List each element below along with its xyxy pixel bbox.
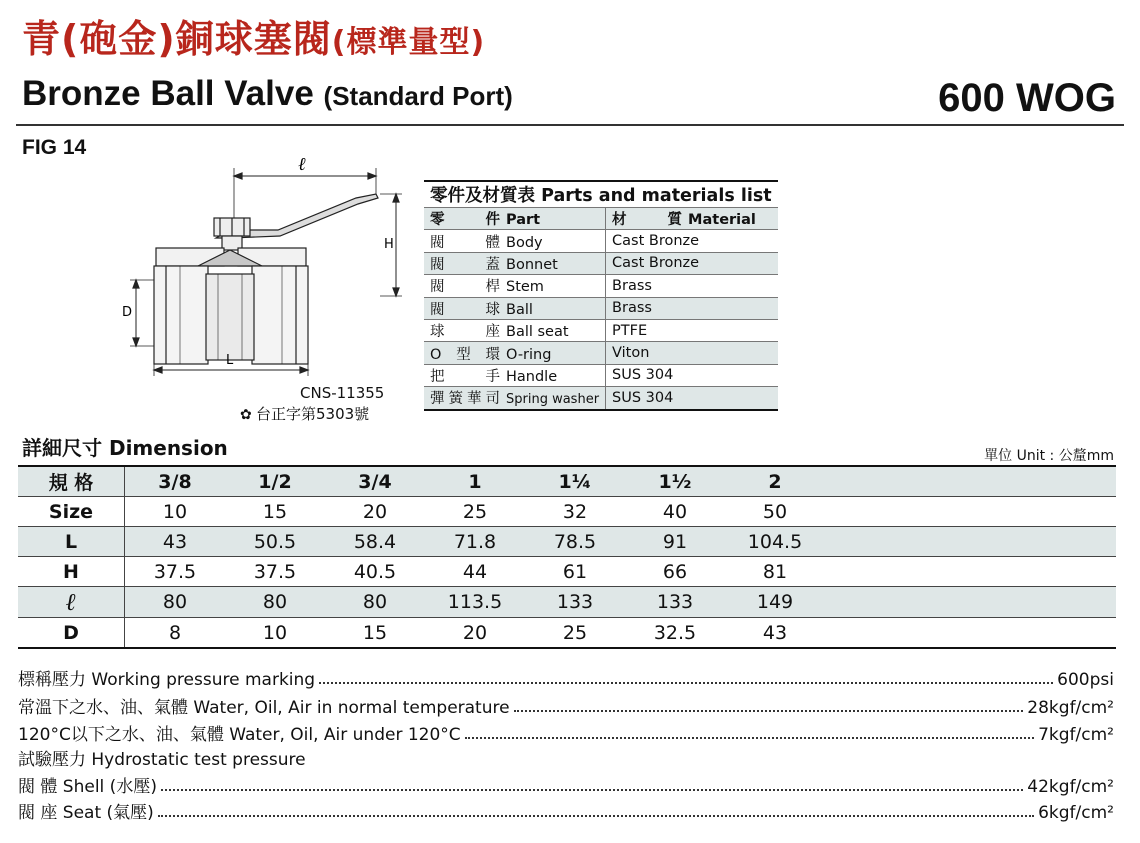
title-en-sub: (Standard Port) [323, 81, 513, 111]
part-name-zh: 閥桿 [430, 279, 500, 296]
dimension-row-spacer [825, 587, 1116, 618]
part-name-en: Ball [506, 301, 533, 318]
pressure-spec-label: 120°C以下之水、油、氣體 Water, Oil, Air under 120°C [18, 725, 461, 745]
dimension-row-spacer [825, 527, 1116, 557]
pressure-spec-value: 42kgf/cm² [1027, 777, 1114, 797]
title-zh-sub: (標準量型) [331, 25, 486, 60]
parts-row [424, 252, 778, 274]
dimension-cell: 20 [425, 618, 525, 649]
parts-row [424, 319, 778, 341]
valve-drawing [118, 150, 408, 380]
part-name-en: Body [506, 234, 543, 251]
pressure-spec-line [18, 719, 1114, 745]
certification-mark-icon: ✿ [240, 407, 252, 423]
dimension-row [18, 527, 1116, 557]
dimension-cell: 1 [425, 466, 525, 497]
title-zh-main: 青(砲金)銅球塞閥 [22, 17, 332, 61]
pressure-spec-value: 28kgf/cm² [1027, 698, 1114, 718]
pressure-spec-value: 600psi [1057, 670, 1114, 690]
dimension-cell: 32 [525, 497, 625, 527]
registration-number [240, 403, 369, 424]
dimension-row-label: ℓ [18, 587, 125, 618]
dimension-cell: 91 [625, 527, 725, 557]
page-title-en [22, 74, 513, 114]
dimension-cell: 61 [525, 557, 625, 587]
label-height: H [384, 237, 394, 252]
label-diameter: D [122, 305, 133, 320]
part-name-en: Spring washer [506, 392, 600, 408]
dimension-cell: 80 [125, 587, 226, 618]
dimension-cell: 66 [625, 557, 725, 587]
dimension-cell: 71.8 [425, 527, 525, 557]
pressure-spec-value: 7kgf/cm² [1038, 725, 1114, 745]
part-name-zh: O型環 [430, 346, 500, 363]
cns-standard: CNS-11355 [300, 384, 385, 402]
dimension-row [18, 618, 1116, 649]
dimension-row-label: Size [18, 497, 125, 527]
figure-number: FIG 14 [22, 136, 87, 159]
dimension-unit: 單位 Unit : 公釐mm [984, 448, 1114, 464]
label-handle-length: ℓ [298, 154, 306, 175]
dimension-cell: 3/4 [325, 466, 425, 497]
parts-col-part-zh: 零件 [430, 212, 500, 229]
dimension-cell: 50.5 [225, 527, 325, 557]
parts-col-material-en: Material [688, 212, 756, 229]
dimension-cell: 78.5 [525, 527, 625, 557]
part-material: SUS 304 [606, 387, 778, 410]
dimension-cell: 1¼ [525, 466, 625, 497]
pressure-spec-line [18, 664, 1114, 690]
dimension-cell: 80 [225, 587, 325, 618]
dimension-table [18, 465, 1116, 649]
parts-row [424, 275, 778, 297]
title-en-main: Bronze Ball Valve [22, 74, 314, 113]
part-name-en: O-ring [506, 346, 552, 363]
dimension-cell: 25 [525, 618, 625, 649]
dimension-cell: 133 [525, 587, 625, 618]
dimension-cell: 2 [725, 466, 825, 497]
dimension-cell: 40.5 [325, 557, 425, 587]
dimension-cell: 149 [725, 587, 825, 618]
part-material: Brass [606, 275, 778, 297]
parts-table-title: 零件及材質表 Parts and materials list [424, 181, 778, 208]
dimension-cell: 8 [125, 618, 226, 649]
pressure-spec-label: 試驗壓力 Hydrostatic test pressure [18, 750, 306, 770]
parts-row [424, 342, 778, 364]
dimension-row-label: H [18, 557, 125, 587]
page-title-zh [22, 8, 485, 63]
dimension-cell: 15 [325, 618, 425, 649]
pressure-spec-label: 閥 座 Seat (氣壓) [18, 803, 154, 823]
part-material: Viton [606, 342, 778, 364]
dot-leader [465, 737, 1034, 739]
pressure-spec-line [18, 692, 1114, 718]
dimension-cell: 3/8 [125, 466, 226, 497]
parts-row [424, 364, 778, 386]
dimension-row [18, 587, 1116, 618]
dimension-cell: 50 [725, 497, 825, 527]
dimension-cell: 43 [125, 527, 226, 557]
pressure-spec-label: 常溫下之水、油、氣體 Water, Oil, Air in normal temperature [18, 698, 510, 718]
dimension-row-label: L [18, 527, 125, 557]
dimension-cell: 104.5 [725, 527, 825, 557]
dot-leader [158, 815, 1034, 817]
parts-col-part [424, 208, 606, 230]
dimension-cell: 20 [325, 497, 425, 527]
part-name-en: Handle [506, 368, 558, 385]
pressure-spec-label: 閥 體 Shell (水壓) [18, 777, 157, 797]
part-material: PTFE [606, 319, 778, 341]
dimension-cell: 15 [225, 497, 325, 527]
dimension-cell: 43 [725, 618, 825, 649]
part-name-en: Bonnet [506, 256, 558, 273]
pressure-spec-line [18, 797, 1114, 823]
part-material: Cast Bronze [606, 252, 778, 274]
dimension-cell: 32.5 [625, 618, 725, 649]
dimension-cell: 10 [225, 618, 325, 649]
part-name-en: Ball seat [506, 324, 569, 341]
dimension-row-spacer [825, 497, 1116, 527]
dimension-row-spacer [825, 618, 1116, 649]
part-material: Cast Bronze [606, 230, 778, 252]
header-divider [16, 124, 1124, 126]
dimension-cell: 133 [625, 587, 725, 618]
parts-col-material-zh: 材質 [612, 212, 683, 229]
part-name-zh: 球座 [430, 324, 500, 341]
pressure-rating: 600 WOG [938, 76, 1116, 120]
part-name-zh: 閥球 [430, 301, 500, 318]
dimension-cell: 1½ [625, 466, 725, 497]
dimension-cell: 10 [125, 497, 226, 527]
label-length: L [226, 353, 234, 368]
dimension-cell: 44 [425, 557, 525, 587]
part-name-zh: 把手 [430, 368, 500, 385]
parts-materials-table [424, 180, 778, 411]
dot-leader [514, 710, 1024, 712]
pressure-spec-line [18, 771, 1114, 797]
parts-row [424, 297, 778, 319]
parts-row [424, 387, 778, 410]
dimension-cell: 58.4 [325, 527, 425, 557]
dimension-row-spacer [825, 466, 1116, 497]
dimension-row [18, 466, 1116, 497]
dimension-row-label: D [18, 618, 125, 649]
dimension-row-label: 規 格 [18, 466, 125, 497]
dimension-cell: 1/2 [225, 466, 325, 497]
dot-leader [319, 682, 1053, 684]
part-name-en: Stem [506, 279, 544, 296]
dimension-row-spacer [825, 557, 1116, 587]
dimension-cell: 25 [425, 497, 525, 527]
part-material: Brass [606, 297, 778, 319]
part-name-zh: 閥蓋 [430, 256, 500, 273]
pressure-spec-line [18, 744, 1114, 770]
dimension-cell: 81 [725, 557, 825, 587]
dimension-title: 詳細尺寸 Dimension [22, 436, 228, 460]
part-name-zh: 閥體 [430, 234, 500, 251]
parts-col-part-en: Part [506, 212, 541, 229]
dimension-cell: 37.5 [225, 557, 325, 587]
dot-leader [161, 789, 1023, 791]
dimension-cell: 113.5 [425, 587, 525, 618]
dimension-row [18, 557, 1116, 587]
part-material: SUS 304 [606, 364, 778, 386]
dimension-cell: 80 [325, 587, 425, 618]
parts-row [424, 230, 778, 252]
pressure-spec-label: 標稱壓力 Working pressure marking [18, 670, 316, 690]
part-name-zh: 彈簧華司 [430, 391, 500, 408]
dimension-cell: 37.5 [125, 557, 226, 587]
pressure-spec-value: 6kgf/cm² [1038, 803, 1114, 823]
registration-text: 台正字第5303號 [256, 405, 370, 423]
dimension-cell: 40 [625, 497, 725, 527]
parts-col-material [606, 208, 778, 230]
dimension-row [18, 497, 1116, 527]
